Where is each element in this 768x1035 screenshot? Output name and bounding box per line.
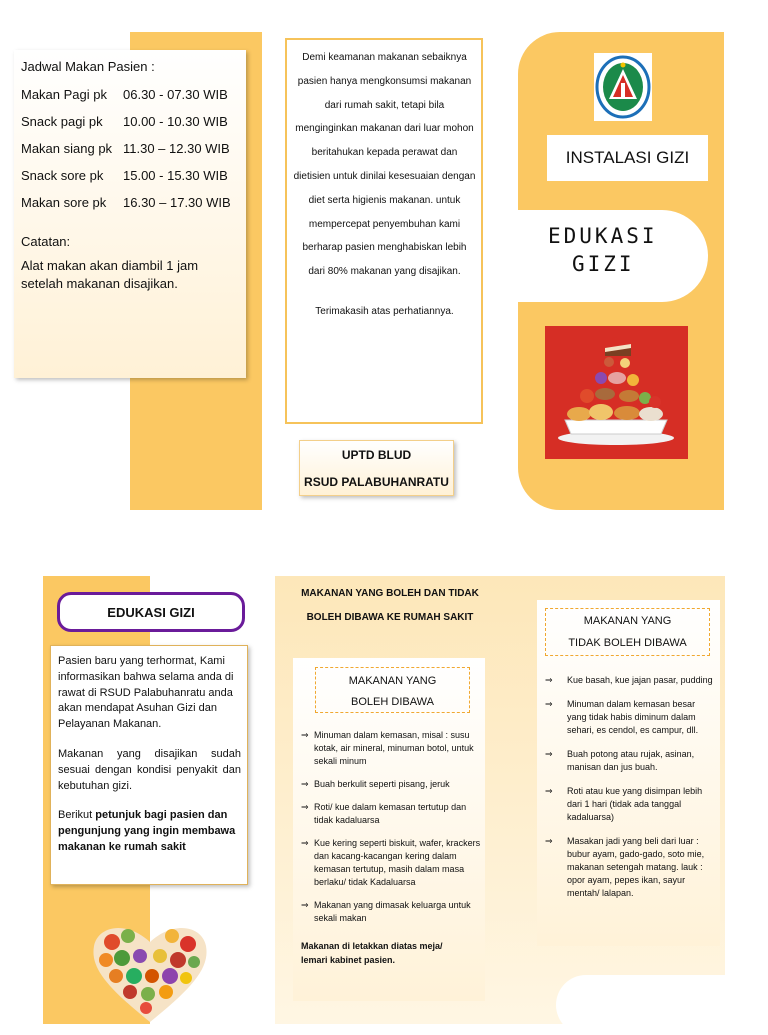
forbidden-list (545, 674, 716, 900)
allowed-title-line1: MAKANAN YANG (348, 675, 437, 687)
cover-title-line1: EDUKASI (548, 224, 658, 248)
forbidden-title-line1: MAKANAN YANG (583, 615, 672, 627)
forbidden-title-box (545, 608, 710, 656)
forbidden-item: ⇒ Minuman dalam kemasan besar yang tidak habis diminum dalam sehari, es cendol, es campur, dll. (545, 698, 716, 737)
schedule-row (21, 189, 246, 216)
middle-heading-line1: MAKANAN YANG BOLEH DAN TIDAK (301, 588, 479, 599)
note-text: Alat makan akan diambil 1 jam setelah makanan disajikan. (21, 258, 199, 291)
allowed-list (301, 729, 481, 925)
intro-p3 (58, 808, 241, 855)
forbidden-item: ⇒ Masakan jadi yang beli dari luar : bubur ayam, gado-gado, soto mie, makanan setengah matang. lauk : opor ayam, pepes ikan, sayur mentah/ lalapan. (545, 835, 716, 900)
intro-p1: Pasien baru yang terhormat, Kami informasikan bahwa selama anda di rawat di RSUD Palabuhanratu anda akan mendapat Asuhan Gizi dan Pelayanan Makanan. (58, 655, 234, 731)
schedule-meal-time: 15.00 - 15.30 WIB (123, 168, 228, 183)
org-line2: RSUD PALABUHANRATU (304, 475, 449, 489)
forbidden-item: ⇒ Buah potong atau rujak, asinan, manisan dan jus buah. (545, 748, 716, 774)
schedule-list (21, 81, 246, 216)
schedule-meal-label: Makan sore pk (21, 195, 107, 210)
schedule-meal-time: 10.00 - 10.30 WIB (123, 114, 228, 129)
middle-heading-line2: BOLEH DIBAWA KE RUMAH SAKIT (306, 612, 474, 623)
note-title: Catatan: (21, 234, 71, 249)
instalasi-box (547, 135, 708, 181)
rs-logo (594, 53, 652, 121)
allowed-item: ⇒ Makanan yang dimasak keluarga untuk sekali makan (301, 899, 481, 925)
schedule-row (21, 108, 246, 135)
notice-box (285, 38, 483, 424)
schedule-meal-time: 16.30 – 17.30 WIB (123, 195, 231, 210)
allowed-item: ⇒ Kue kering seperti biskuit, wafer, krackers dan kacang-kacangan kering dalam kemasan tertutup, masih dalam masa berlaku/ tidak Kadaluarsa (301, 837, 481, 889)
allowed-footer-note: Makanan di letakkan diatas meja/ lemari kabinet pasien. (301, 941, 443, 965)
intro-p2: Makanan yang disajikan sudah sesuai dengan kondisi penyakit dan kebutuhan gizi. (58, 747, 241, 792)
allowed-box (293, 658, 485, 1001)
veggie-heart-image (88, 918, 212, 1024)
forbidden-title-line2: TIDAK BOLEH DIBAWA (568, 637, 687, 649)
schedule-meal-label: Makan siang pk (21, 141, 113, 156)
schedule-meal-time: 11.30 – 12.30 WIB (123, 141, 230, 156)
bottom-right-tab (556, 975, 726, 1035)
edukasi-gizi-pill (57, 592, 245, 632)
forbidden-box (537, 600, 720, 946)
forbidden-item: ⇒ Kue basah, kue jajan pasar, pudding (545, 674, 716, 687)
schedule-meal-time: 06.30 - 07.30 WIB (123, 87, 228, 102)
schedule-meal-label: Snack pagi pk (21, 114, 103, 129)
allowed-item: ⇒ Buah berkulit seperti pisang, jeruk (301, 778, 481, 791)
schedule-row (21, 135, 246, 162)
org-line1: UPTD BLUD (341, 448, 412, 462)
notice-thanks: Terimakasih atas perhatiannya. (315, 305, 454, 317)
notice-text: Demi keamanan makanan sebaiknya pasien hanya mengkonsumsi makanan dari rumah sakit, tetapi bila menginginkan makanan dari luar mohon beritahukan kepada perawat dan dietisien untuk dinilai kesesuaian dengan diet serta higienis makanan. untuk mempercepat penyembuhan kami berharap pasien menghabiskan lebih dari 80% makanan yang disajikan. (293, 52, 476, 278)
org-box (299, 440, 454, 496)
forbidden-item: ⇒ Roti atau kue yang disimpan lebih dari 1 hari (tidak ada tanggal kadaluarsa) (545, 785, 716, 824)
schedule-meal-label: Makan Pagi pk (21, 87, 107, 102)
allowed-title-line2: BOLEH DIBAWA (351, 696, 434, 708)
cover-title-box (518, 210, 708, 302)
schedule-row (21, 81, 246, 108)
schedule-box (14, 50, 246, 378)
allowed-item: ⇒ Minuman dalam kemasan, misal : susu kotak, air mineral, minuman botol, untuk sekali minum (301, 729, 481, 768)
middle-heading (286, 584, 494, 625)
schedule-row (21, 162, 246, 189)
schedule-title: Jadwal Makan Pasien : (21, 59, 155, 74)
intro-p3-start: Berikut (58, 809, 96, 822)
edukasi-gizi-label: EDUKASI GIZI (107, 604, 195, 620)
allowed-title-box (315, 667, 470, 713)
food-pyramid-image (545, 326, 688, 459)
schedule-meal-label: Snack sore pk (21, 168, 104, 183)
intro-box (50, 645, 248, 885)
intro-p3-bold: petunjuk bagi pasien dan pengunjung yang ingin membawa makanan ke rumah sakit (58, 809, 236, 853)
instalasi-gizi-label: INSTALASI GIZI (565, 148, 690, 167)
allowed-item: ⇒ Roti/ kue dalam kemasan tertutup dan tidak kadaluarsa (301, 801, 481, 827)
cover-title-line2: GIZI (572, 252, 635, 276)
